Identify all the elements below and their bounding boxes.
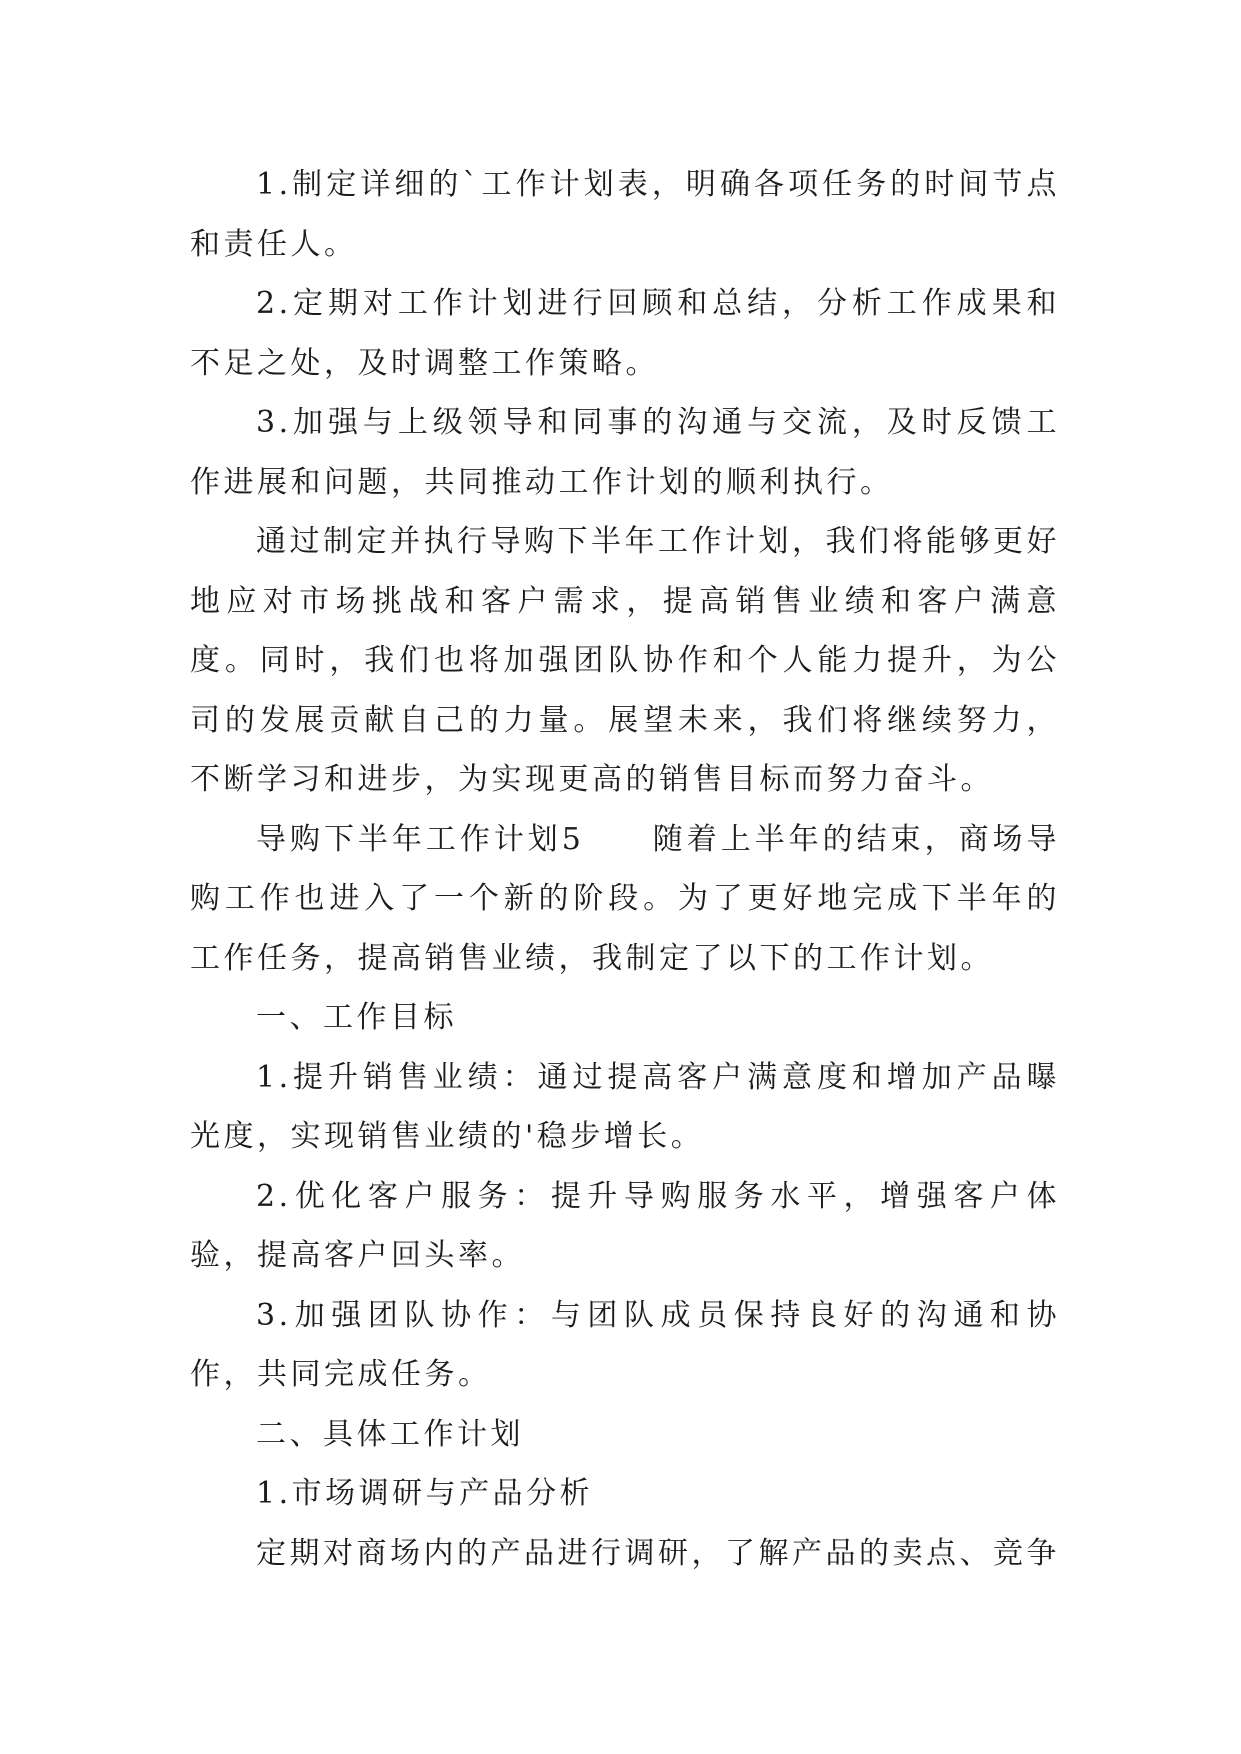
paragraph-goal-sales: 1.提升销售业绩：通过提高客户满意度和增加产品曝光度，实现销售业绩的'稳步增长。 bbox=[190, 1059, 1060, 1154]
heading-work-goals: 一、工作目标 bbox=[256, 1000, 457, 1035]
paragraph-plan-review: 2.定期对工作计划进行回顾和总结，分析工作成果和不足之处，及时调整工作策略。 bbox=[190, 286, 1060, 381]
paragraph-market-research: 定期对商场内的产品进行调研，了解产品的卖点、竞争 bbox=[256, 1535, 1060, 1571]
document-body bbox=[190, 155, 1060, 1583]
paragraph-goal-teamwork: 3.加强团队协作：与团队成员保持良好的沟通和协作，共同完成任务。 bbox=[190, 1297, 1060, 1392]
paragraph-plan-table: 1.制定详细的`工作计划表，明确各项任务的时间节点和责任人。 bbox=[190, 167, 1060, 262]
paragraph-conclusion: 通过制定并执行导购下半年工作计划，我们将能够更好地应对市场挑战和客户需求，提高销售业绩和客户满意度。同时，我们也将加强团队协作和个人能力提升，为公司的发展贡献自己的力量。展望未来，我们将继续努力，不断学习和进步，为实现更高的销售目标而努力奋斗。 bbox=[190, 524, 1060, 797]
subheading-market-research: 1.市场调研与产品分析 bbox=[256, 1476, 594, 1511]
paragraph-communication: 3.加强与上级领导和同事的沟通与交流，及时反馈工作进展和问题，共同推动工作计划的顺利执行。 bbox=[190, 405, 1060, 500]
heading-specific-plan: 二、具体工作计划 bbox=[256, 1416, 524, 1452]
paragraph-goal-service: 2.优化客户服务：提升导购服务水平，增强客户体验，提高客户回头率。 bbox=[190, 1178, 1060, 1273]
paragraph-plan-5-intro: 导购下半年工作计划5 随着上半年的结束，商场导购工作也进入了一个新的阶段。为了更好地完成下半年的工作任务，提高销售业绩，我制定了以下的工作计划。 bbox=[190, 821, 1060, 976]
